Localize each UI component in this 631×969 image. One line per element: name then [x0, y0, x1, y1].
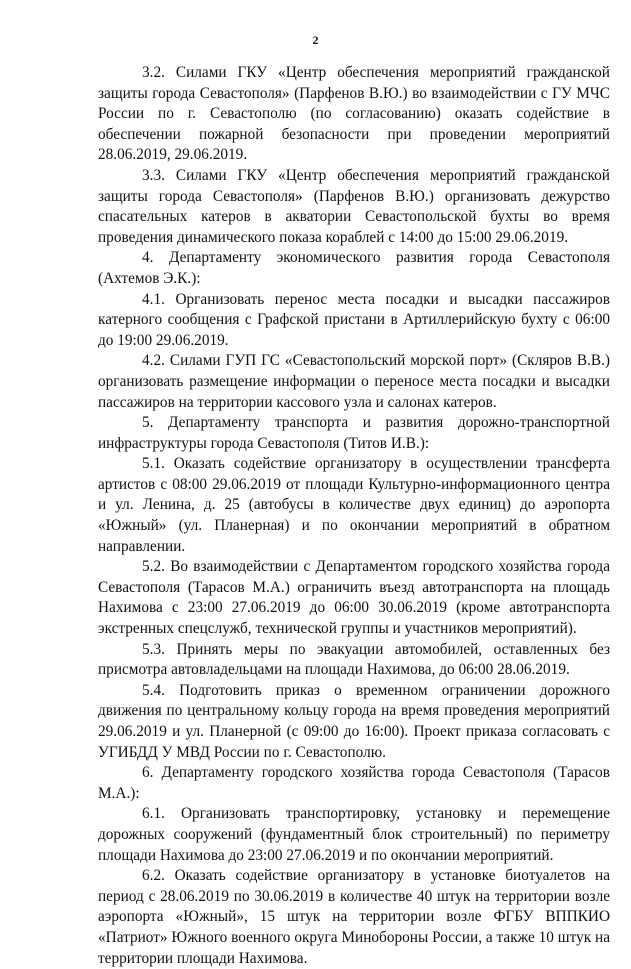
- paragraph-5-1: 5.1. Оказать содействие организатору в осуществлении трансферта артистов с 08:00 29.06.2019 от площади Культурно-информационного центра и ул. Ленина, д. 25 (автобусы в количестве двух единиц) до аэропорта «Южный» (ул. Планерная) и по окончании мероприятий в обратном направлении.: [98, 455, 610, 555]
- paragraph-5-3: 5.3. Принять меры по эвакуации автомобилей, оставленных без присмотра автовладельцами на площади Нахимова, до 06:00 28.06.2019.: [98, 640, 610, 679]
- paragraph-4-2: 4.2. Силами ГУП ГС «Севастопольский морской порт» (Скляров В.В.) организовать размещение информации о переносе места посадки и высадки пассажиров на территории кассового узла и салонах катеров.: [98, 352, 610, 411]
- paragraph-3-2: 3.2. Силами ГКУ «Центр обеспечения мероприятий гражданской защиты города Севастополя» (Парфенов В.Ю.) во взаимодействии с ГУ МЧС России по г. Севастополю (по согласованию) оказать содействие в обеспечении пожарной безопасности при проведении мероприятий 28.06.2019, 29.06.2019.: [98, 64, 610, 164]
- paragraph-5-2: 5.2. Во взаимодействии с Департаментом городского хозяйства города Севастополя (Тарасов М.А.) ограничить въезд автотранспорта на площадь Нахимова с 23:00 27.06.2019 до 06:00 30.06.2019 (кроме автотранспорта экстренных спецслужб, технической группы и участников мероприятий).: [98, 558, 610, 638]
- paragraph-5: 5. Департаменту транспорта и развития дорожно-транспортной инфраструктуры города Севастополя (Титов И.В.):: [98, 414, 610, 452]
- paragraph-3-3: 3.3. Силами ГКУ «Центр обеспечения мероприятий гражданской защиты города Севастополя» (Парфенов В.Ю.) организовать дежурство спасательных катеров в акватории Севастопольской бухты во время проведения динамического показа кораблей с 14:00 до 15:00 29.06.2019.: [98, 166, 610, 246]
- paragraph-4: 4. Департаменту экономического развития города Севастополя (Ахтемов Э.К.):: [98, 249, 610, 287]
- paragraph-4-1: 4.1. Организовать перенос места посадки и высадки пассажиров катерного сообщения с Графской пристани в Артиллерийскую бухту с 06:00 до 19:00 29.06.2019.: [98, 290, 610, 349]
- page-number: 2: [312, 33, 319, 47]
- document-body: [98, 63, 610, 969]
- paragraph-5-4: 5.4. Подготовить приказ о временном ограничении дорожного движения по центральному кольцу города на время проведения мероприятий 29.06.2019 и ул. Планерной (с 09:00 до 16:00). Проект приказа согласовать с УГИБДД У МВД России по г. Севастополю.: [98, 681, 610, 761]
- paragraph-6: 6. Департаменту городского хозяйства города Севастополя (Тарасов М.А.):: [98, 764, 610, 802]
- paragraph-6-1: 6.1. Организовать транспортировку, установку и перемещение дорожных сооружений (фундаментный блок строительный) по периметру площади Нахимова до 23:00 27.06.2019 и по окончании мероприятий.: [98, 805, 610, 864]
- paragraph-6-2: 6.2. Оказать содействие организатору в установке биотуалетов на период с 28.06.2019 по 30.06.2019 в количестве 40 штук на территории возле аэропорта «Южный», 15 штук на территории возле ФГБУ ВППКИО «Патриот» Южного военного округа Минобороны России, а также 10 штук на территории площади Нахимова.: [98, 867, 610, 967]
